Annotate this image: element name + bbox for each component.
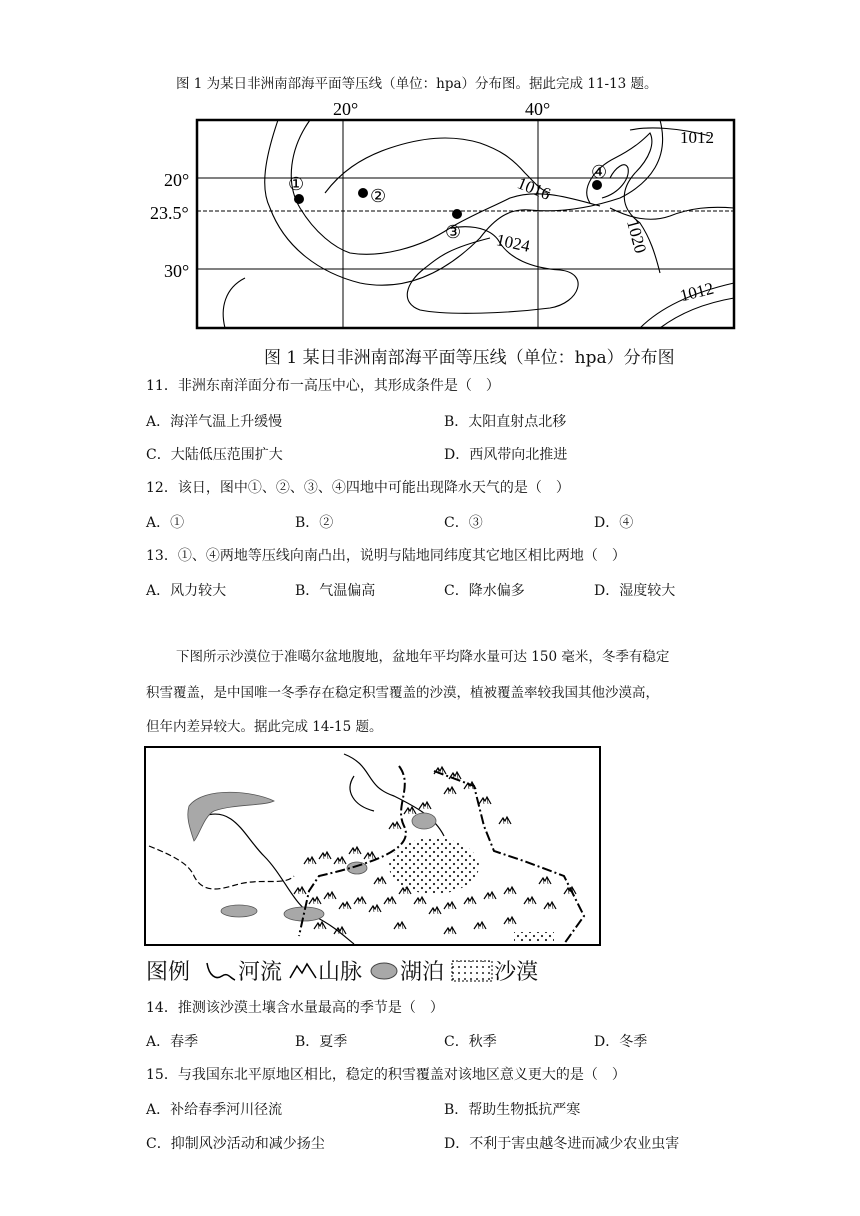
legend-title: 图例 [146,960,191,985]
legend-desert-label: 沙漠 [494,960,539,985]
q11-option-a[interactable]: A．海洋气温上升缓慢 [146,414,283,430]
q13-option-c[interactable]: C．降水偏多 [444,583,525,599]
q15-option-c[interactable]: C．抑制风沙活动和减少扬尘 [146,1136,325,1152]
point-2-dot [358,188,368,198]
lat-label-20: 20° [164,170,190,190]
q14-option-d[interactable]: D．冬季 [594,1034,648,1050]
mountain-icon [288,958,318,984]
q11-option-d[interactable]: D．西风带向北推进 [444,447,568,463]
lake [221,905,257,917]
lon-label-40: 40° [525,99,551,119]
q13-option-d[interactable]: D．湿度较大 [594,583,676,599]
isobar-label: 1012 [678,278,716,306]
desert-area-small [514,932,554,942]
legend-lake-label: 湖泊 [400,960,445,985]
question-11-stem: 11．非洲东南洋面分布一高压中心，其形成条件是（ ） [146,378,500,394]
legend-desert [450,955,538,986]
question-15-stem: 15．与我国东北平原地区相比，稳定的积雪覆盖对该地区意义更大的是（ ） [146,1067,626,1083]
lat-label-23-5: 23.5° [150,203,189,223]
lat-label-30: 30° [164,261,190,281]
q11-option-c[interactable]: C．大陆低压范围扩大 [146,447,283,463]
isobar-label: 1020 [623,217,651,256]
desert-map-frame [145,747,600,945]
isobar-line [223,278,245,328]
q13-option-b[interactable]: B．气温偏高 [295,583,376,599]
point-2-label: ② [370,186,387,207]
q13-option-a[interactable]: A．风力较大 [146,583,227,599]
section2-intro-line-1: 下图所示沙漠位于准噶尔盆地腹地，盆地年平均降水量可达 150 毫米，冬季有稳定 [176,649,670,665]
q15-option-a[interactable]: A．补给春季河川径流 [146,1102,283,1118]
legend-mountain-label: 山脉 [318,960,363,985]
q12-option-a[interactable]: A．① [146,515,185,531]
point-4-label: ④ [591,162,608,183]
isobar-1020 [587,133,660,273]
point-1-dot [294,194,304,204]
question-13-stem: 13．①、④两地等压线向南凸出，说明与陆地同纬度其它地区相比两地（ ） [146,548,626,564]
lake [347,862,367,874]
point-3-dot [452,209,462,219]
point-3-label: ③ [445,222,462,243]
desert-area [389,838,479,894]
isobar-map [150,98,740,336]
q14-option-a[interactable]: A．春季 [146,1034,199,1050]
desert-map [144,746,602,948]
legend-mountain [288,955,362,986]
isobar-label: 1016 [514,173,554,204]
river-icon [204,958,238,984]
q14-option-c[interactable]: C．秋季 [444,1034,497,1050]
legend-river [204,955,282,986]
question-12-stem: 12．该日，图中①、②、③、④四地中可能出现降水天气的是（ ） [146,480,570,496]
lake [412,813,436,829]
isobar-line [265,120,663,285]
isobar-1024 [407,227,578,314]
section2-intro-line-3: 但年内差异较大。据此完成 14-15 题。 [146,719,383,735]
desert-icon [450,958,494,984]
q11-option-b[interactable]: B．太阳直射点北移 [444,414,567,430]
isobar-label: 1024 [494,230,532,256]
legend-river-label: 河流 [238,960,283,985]
q12-option-b[interactable]: B．② [295,515,334,531]
q12-option-d[interactable]: D．④ [594,515,634,531]
section2-intro-line-2: 积雪覆盖，是中国唯一冬季存在稳定积雪覆盖的沙漠，植被覆盖率较我国其他沙漠高， [146,685,659,701]
isobar-line [660,298,734,328]
q15-option-d[interactable]: D．不利于害虫越冬进而减少农业虫害 [444,1136,680,1152]
q14-option-b[interactable]: B．夏季 [295,1034,348,1050]
isobar-label: 1012 [680,128,714,147]
section1-intro: 图 1 为某日非洲南部海平面等压线（单位：hpa）分布图。据此完成 11-13 题。 [176,76,658,92]
map1-caption: 图 1 某日非洲南部海平面等压线（单位：hpa）分布图 [264,348,675,368]
q15-option-b[interactable]: B．帮助生物抵抗严寒 [444,1102,581,1118]
lon-label-20: 20° [333,99,359,119]
q12-option-c[interactable]: C．③ [444,515,483,531]
question-14-stem: 14．推测该沙漠土壤含水量最高的季节是（ ） [146,1000,444,1016]
point-1-label: ① [288,174,305,195]
legend [146,955,544,986]
isobar-line [610,207,734,219]
legend-lake [368,955,444,986]
lake-icon [368,958,400,984]
